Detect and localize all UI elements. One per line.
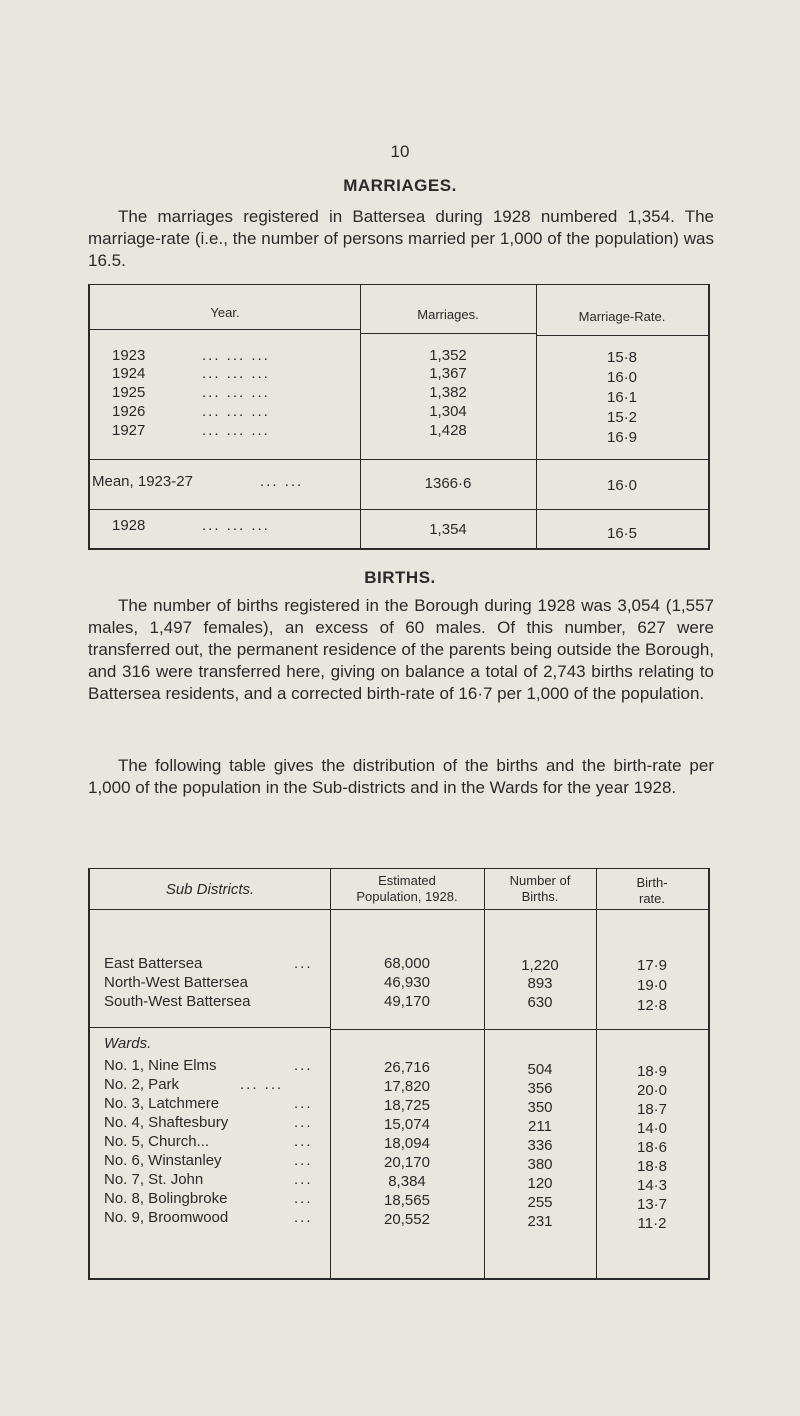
rate-cell: 18·6 bbox=[636, 1139, 668, 1156]
leader-dots: ... bbox=[294, 1171, 313, 1188]
sub-district-name: South-West Battersea bbox=[104, 993, 251, 1010]
population-cell: 18,565 bbox=[384, 1192, 430, 1209]
sub-district-name: North-West Battersea bbox=[104, 974, 248, 991]
rate-cell: 16·9 bbox=[606, 429, 638, 446]
rate-cell: 16·0 bbox=[606, 369, 638, 386]
ward-name: No. 7, St. John bbox=[104, 1171, 204, 1188]
ward-name: No. 3, Latchmere bbox=[104, 1095, 220, 1112]
leader-dots: ... bbox=[294, 1095, 313, 1112]
rate-cell: 15·8 bbox=[606, 349, 638, 366]
year-cell: 1923 bbox=[112, 347, 146, 364]
year-cell: 1926 bbox=[112, 403, 146, 420]
rate-cell: 20·0 bbox=[636, 1082, 668, 1099]
header-population-line2: Population, 1928. bbox=[356, 889, 458, 904]
births-paragraph-2: The following table gives the distribution of the births and the birth-rate per 1,000 of the population in the Sub-districts and in the Wards for the year 1928. bbox=[88, 756, 714, 797]
header-population-line1: Estimated bbox=[378, 873, 436, 888]
leader-dots: ... bbox=[294, 1114, 313, 1131]
population-cell: 8,384 bbox=[388, 1173, 426, 1190]
births-cell: 211 bbox=[528, 1118, 552, 1135]
marriages-1928: 1,354 bbox=[429, 521, 467, 538]
leader-dots: ... bbox=[294, 1152, 313, 1169]
rate-cell: 14·0 bbox=[636, 1120, 668, 1137]
population-cell: 46,930 bbox=[384, 974, 430, 991]
population-cell: 15,074 bbox=[384, 1116, 430, 1133]
header-birth-rate-line1: Birth- bbox=[636, 875, 668, 890]
rate-cell: 13·7 bbox=[636, 1196, 668, 1213]
leader-dots: ... ... ... bbox=[202, 384, 270, 401]
births-cell: 1,220 bbox=[521, 957, 559, 974]
rate-cell: 15·2 bbox=[606, 409, 638, 426]
year-cell: 1924 bbox=[112, 365, 146, 382]
ward-name: No. 1, Nine Elms bbox=[104, 1057, 217, 1074]
marriages-cell: 1,352 bbox=[429, 347, 467, 364]
births-cell: 120 bbox=[527, 1175, 553, 1192]
births-cell: 630 bbox=[527, 994, 553, 1011]
rate-cell: 18·8 bbox=[636, 1158, 668, 1175]
leader-dots: ... ... ... bbox=[202, 347, 270, 364]
rate-cell: 19·0 bbox=[636, 977, 668, 994]
leader-dots: ... bbox=[294, 1190, 313, 1207]
rate-cell: 17·9 bbox=[636, 957, 668, 974]
mean-marriages: 1366·6 bbox=[424, 475, 472, 492]
header-year: Year. bbox=[210, 305, 240, 320]
ward-name: No. 9, Broomwood bbox=[104, 1209, 229, 1226]
sub-district-name: East Battersea bbox=[104, 955, 203, 972]
marriages-cell: 1,367 bbox=[429, 365, 467, 382]
header-sub-districts: Sub Districts. bbox=[165, 881, 255, 898]
ward-name: No. 5, Church... bbox=[104, 1133, 210, 1150]
population-cell: 17,820 bbox=[384, 1078, 430, 1095]
marriages-cell: 1,428 bbox=[429, 422, 467, 439]
births-cell: 356 bbox=[527, 1080, 553, 1097]
population-cell: 49,170 bbox=[384, 993, 430, 1010]
population-cell: 20,552 bbox=[384, 1211, 430, 1228]
population-cell: 18,725 bbox=[384, 1097, 430, 1114]
births-cell: 380 bbox=[527, 1156, 553, 1173]
leader-dots: ... bbox=[294, 1133, 313, 1150]
births-cell: 231 bbox=[527, 1213, 553, 1230]
leader-dots: ... ... ... bbox=[202, 517, 270, 534]
header-birth-rate-line2: rate. bbox=[638, 891, 665, 906]
leader-dots: ... bbox=[294, 1057, 313, 1074]
leader-dots: ... ... bbox=[240, 1076, 284, 1093]
births-paragraph-1: The number of births registered in the Borough during 1928 was 3,054 (1,557 males, 1,497 females), an excess of 60 males. Of this number, 627 were transferred out, the permanent residence of the parents being outside the Borough, and 316 were transferred here, giving on balance a total of 2,743 births relating to Battersea residents, and a corrected birth-rate of 16·7 per 1,000 of the population. bbox=[88, 596, 714, 703]
marriages-cell: 1,304 bbox=[429, 403, 467, 420]
ward-name: No. 8, Bolingbroke bbox=[104, 1190, 228, 1207]
leader-dots: ... ... ... bbox=[202, 403, 270, 420]
year-cell: 1925 bbox=[112, 384, 146, 401]
births-cell: 350 bbox=[527, 1099, 553, 1116]
header-births-line1: Number of bbox=[509, 873, 571, 888]
header-marriages: Marriages. bbox=[417, 307, 479, 322]
page-number: 10 bbox=[390, 142, 410, 161]
rate-cell: 12·8 bbox=[636, 997, 668, 1014]
ward-name: No. 2, Park bbox=[104, 1076, 180, 1093]
rate-cell: 16·1 bbox=[606, 389, 638, 406]
population-cell: 20,170 bbox=[384, 1154, 430, 1171]
births-cell: 893 bbox=[527, 975, 553, 992]
births-cell: 336 bbox=[527, 1137, 553, 1154]
wards-label: Wards. bbox=[104, 1035, 152, 1052]
mean-rate: 16·0 bbox=[606, 477, 638, 494]
rate-cell: 18·7 bbox=[636, 1101, 668, 1118]
population-cell: 68,000 bbox=[384, 955, 430, 972]
leader-dots: ... ... ... bbox=[202, 422, 270, 439]
mean-label: Mean, 1923-27 bbox=[92, 473, 193, 490]
births-cell: 504 bbox=[527, 1061, 553, 1078]
leader-dots: ... ... bbox=[260, 473, 304, 490]
leader-dots: ... ... ... bbox=[202, 365, 270, 382]
births-cell: 255 bbox=[527, 1194, 553, 1211]
rate-1928: 16·5 bbox=[606, 525, 638, 542]
marriages-heading: MARRIAGES. bbox=[343, 176, 457, 195]
births-heading: BIRTHS. bbox=[364, 568, 436, 587]
header-births-line2: Births. bbox=[521, 889, 559, 904]
leader-dots: ... bbox=[294, 1209, 313, 1226]
population-cell: 26,716 bbox=[384, 1059, 430, 1076]
marriages-paragraph: The marriages registered in Battersea during 1928 numbered 1,354. The marriage-rate (i.e., the number of persons married per 1,000 of the population) was 16.5. bbox=[88, 207, 714, 270]
births-table bbox=[88, 868, 710, 1280]
rate-cell: 18·9 bbox=[636, 1063, 668, 1080]
leader-dots: ... bbox=[294, 955, 313, 972]
rate-cell: 14·3 bbox=[636, 1177, 668, 1194]
marriages-cell: 1,382 bbox=[429, 384, 467, 401]
rate-cell: 11·2 bbox=[637, 1215, 667, 1232]
year-cell: 1927 bbox=[112, 422, 146, 439]
population-cell: 18,094 bbox=[384, 1135, 430, 1152]
header-marriage-rate: Marriage-Rate. bbox=[578, 309, 666, 324]
ward-name: No. 6, Winstanley bbox=[104, 1152, 222, 1169]
ward-name: No. 4, Shaftesbury bbox=[104, 1114, 229, 1131]
marriages-table bbox=[88, 284, 710, 550]
year-1928: 1928 bbox=[112, 517, 146, 534]
